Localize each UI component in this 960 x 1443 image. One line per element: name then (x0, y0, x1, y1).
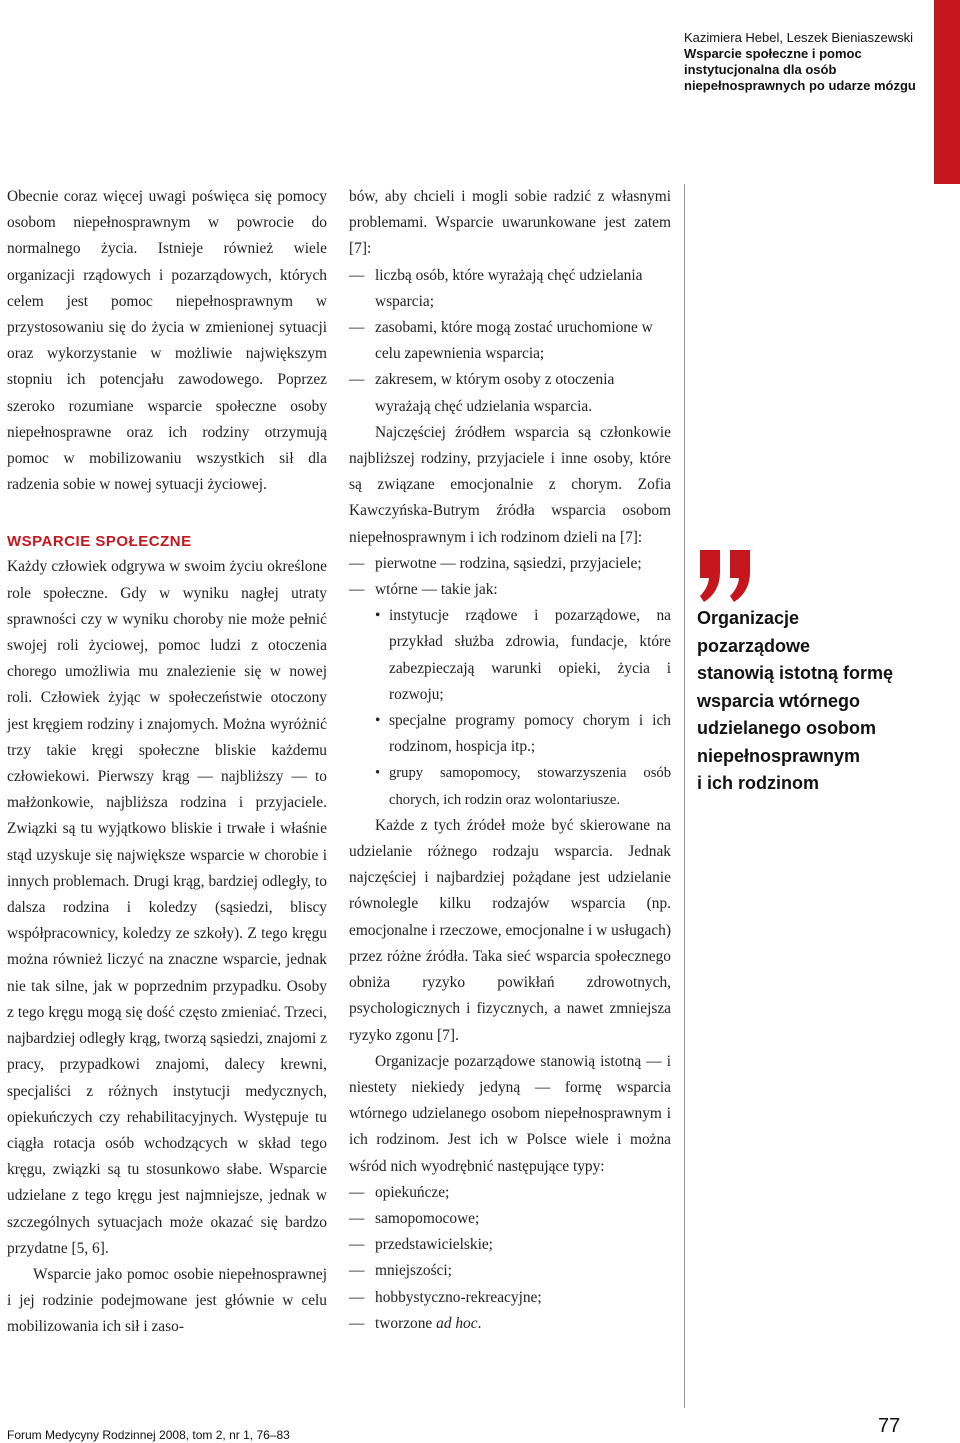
list-item: — mniejszości; (349, 1262, 452, 1280)
list-item: — liczbą osób, które wyrażają chęć udzielania wsparcia; (349, 266, 643, 310)
quote-mark-icon (696, 548, 756, 604)
header-title-line-1: Wsparcie społeczne i pomoc (684, 46, 862, 61)
list-item: — zasobami, które mogą zostać uruchomione w celu zapewnienia wsparcia; (349, 319, 653, 363)
header-title-line-3: niepełnosprawnych po udarze mózgu (684, 78, 916, 93)
list-item: — tworzone ad hoc. (349, 1314, 482, 1332)
list-item: — przedstawicielskie; (349, 1236, 493, 1254)
column-divider (684, 184, 685, 1408)
sources-paragraph: Najczęściej źródłem wsparcia są członkowie najbliższej rodziny, przyjaciele i inne osoby, które są związane emocjonalnie z chorym. Zofia Kawczyńska-Butrym źródła wsparcia osobom niepełnosprawnym i ich rodzinom dzieli na [7]: (349, 423, 671, 546)
support-paragraph-start: Wsparcie jako pomoc osobie niepełnosprawnej i jej rodzinie podejmowane jest głównie w celu mobilizowania ich sił i zaso- (7, 1265, 327, 1336)
list-item: — zakresem, w którym osoby z otoczenia wyrażają chęć udzielania wsparcia. (349, 371, 615, 415)
continuation-paragraph: bów, aby chcieli i mogli sobie radzić z własnymi problemami. Wsparcie uwarunkowane jest zatem [7]: (349, 188, 671, 258)
list-item: — wtórne — takie jak: (349, 581, 498, 599)
intro-paragraph: Obecnie coraz więcej uwagi poświęca się pomocy osobom niepełnosprawnym w powrocie do normalnego życia. Istnieje również wiele organizacji rządowych i pozarządowych, których celem jest pomoc niepełnosprawnym w przystosowaniu się do życia w zmienionej sytuacji oraz wykorzystanie w możliwie największym stopniu ich potencjału zawodowego. Poprzez szeroko rozumiane wsparcie społeczne osoby niepełnosprawne oraz ich rodziny otrzymują pomoc w mobilizowaniu wszystkich sił dla radzenia sobie w nowej sytuacji życiowej. (7, 188, 327, 494)
journal-citation: Forum Medycyny Rodzinnej 2008, tom 2, nr 1, 76–83 (7, 1428, 290, 1442)
list-item: — pierwotne — rodzina, sąsiedzi, przyjaciele; (349, 554, 642, 572)
pull-quote-line: wsparcia wtórnego (697, 690, 861, 711)
list-item: — opiekuńcze; (349, 1183, 450, 1201)
left-column (7, 184, 327, 1341)
pull-quote-line: Organizacje pozarządowe (697, 608, 811, 656)
bullet-item: • grupy samopomocy, stowarzyszenia osób chorych, ich rodzin oraz wolontariusze. (375, 765, 671, 808)
network-paragraph: Każde z tych źródeł może być skierowane na udzielanie różnego rodzaju wsparcia. Jednak najczęściej i najbardziej pożądane jest udzielanie równolegle kilku rodzajów wsparcia (np. emocjonalne i rzeczowe, emocjonalne i w usługach) przez różne źródła. Taka sieć wsparcia społecznego obniża ryzyko powikłań zdrowotnych, psychologicznych i fizycznych, a nawet zmniejsza ryzyko zgonu [7]. (349, 816, 671, 1044)
red-corner-bar (934, 0, 960, 184)
list-item: — hobbystyczno-rekreacyjne; (349, 1288, 542, 1306)
page-number: 77 (878, 1415, 901, 1437)
pull-quote-line: niepełnosprawnym (697, 745, 861, 766)
header-title-line-2: instytucjonalna dla osób (684, 62, 837, 77)
ngo-paragraph: Organizacje pozarządowe stanowią istotną — i niestety niekiedy jedyną — formę wsparcia wtórnego udzielanego osobom niepełnosprawnym i ich rodzinom. Jest ich w Polsce wiele i można wśród nich wyodrębnić następujące typy: (349, 1052, 671, 1175)
pull-quote-line: stanowią istotną formę (697, 663, 894, 683)
header-authors: Kazimiera Hebel, Leszek Bieniaszewski (684, 30, 914, 45)
bullet-item: • specjalne programy pomocy chorym i ich rodzinom, hospicja itp.; (375, 712, 671, 756)
running-header (684, 30, 924, 94)
pull-quote-line: i ich rodzinom (697, 773, 820, 793)
section-heading: WSPARCIE SPOŁECZNE (7, 533, 192, 551)
social-support-paragraph: Każdy człowiek odgrywa w swoim życiu określone role społeczne. Gdy w wyniku nagłej utraty sprawności czy w wyniku choroby nie może pełnić swojej roli życiowej, pomoc ludzi z otoczenia chorego umożliwia mu znalezienie się w nowej roli. Człowiek żyjąc w społeczeństwie otoczony jest kręgiem rodziny i znajomych. Można wyróżnić trzy takie kręgi społeczne bliskie każdemu człowiekowi. Pierwszy krąg — najbliższy — to małżonkowie, najbliższa rodzina i przyjaciele. Związki są tu wyjątkowo bliskie i trwałe i właśnie stąd uzyskuje się największe wsparcie w chorobie i innych problemach. Drugi krąg, bardziej odległy, to dalsza rodzina i koledzy (sąsiedzi, bliscy współpracownicy, koledzy ze szkoły). Z tego kręgu można również liczyć na znaczne wsparcie, jednak nie tak silne, jak w poprzednim przypadku. Osoby z tego kręgu mogą się dość często zmieniać. Trzeci, najbardziej odległy krąg, tworzą sąsiedzi, znajomi z pracy, przypadkowi znajomi, dalecy krewni, specjaliści z różnych instytucji medycznych, opiekuńczych czy rehabilitacyjnych. Występuje tu ciągła rotacja osób wchodzących w skład tego kręgu, związki są tu stosunkowo słabe. Wsparcie udzielane z tego kręgu jest najmniejsze, jednak w szczególnych sytuacjach może okazać się bardzo przydatne [5, 6]. (7, 558, 327, 1257)
pull-quote-line: udzielanego osobom (697, 718, 877, 738)
list-item: — samopomocowe; (349, 1209, 480, 1227)
pull-quote (697, 605, 917, 798)
middle-column (349, 184, 671, 1337)
bullet-item: • instytucje rządowe i pozarządowe, na przykład służba zdrowia, fundacje, które zabezpieczają warunki opieki, życia i rozwoju; (375, 607, 671, 703)
